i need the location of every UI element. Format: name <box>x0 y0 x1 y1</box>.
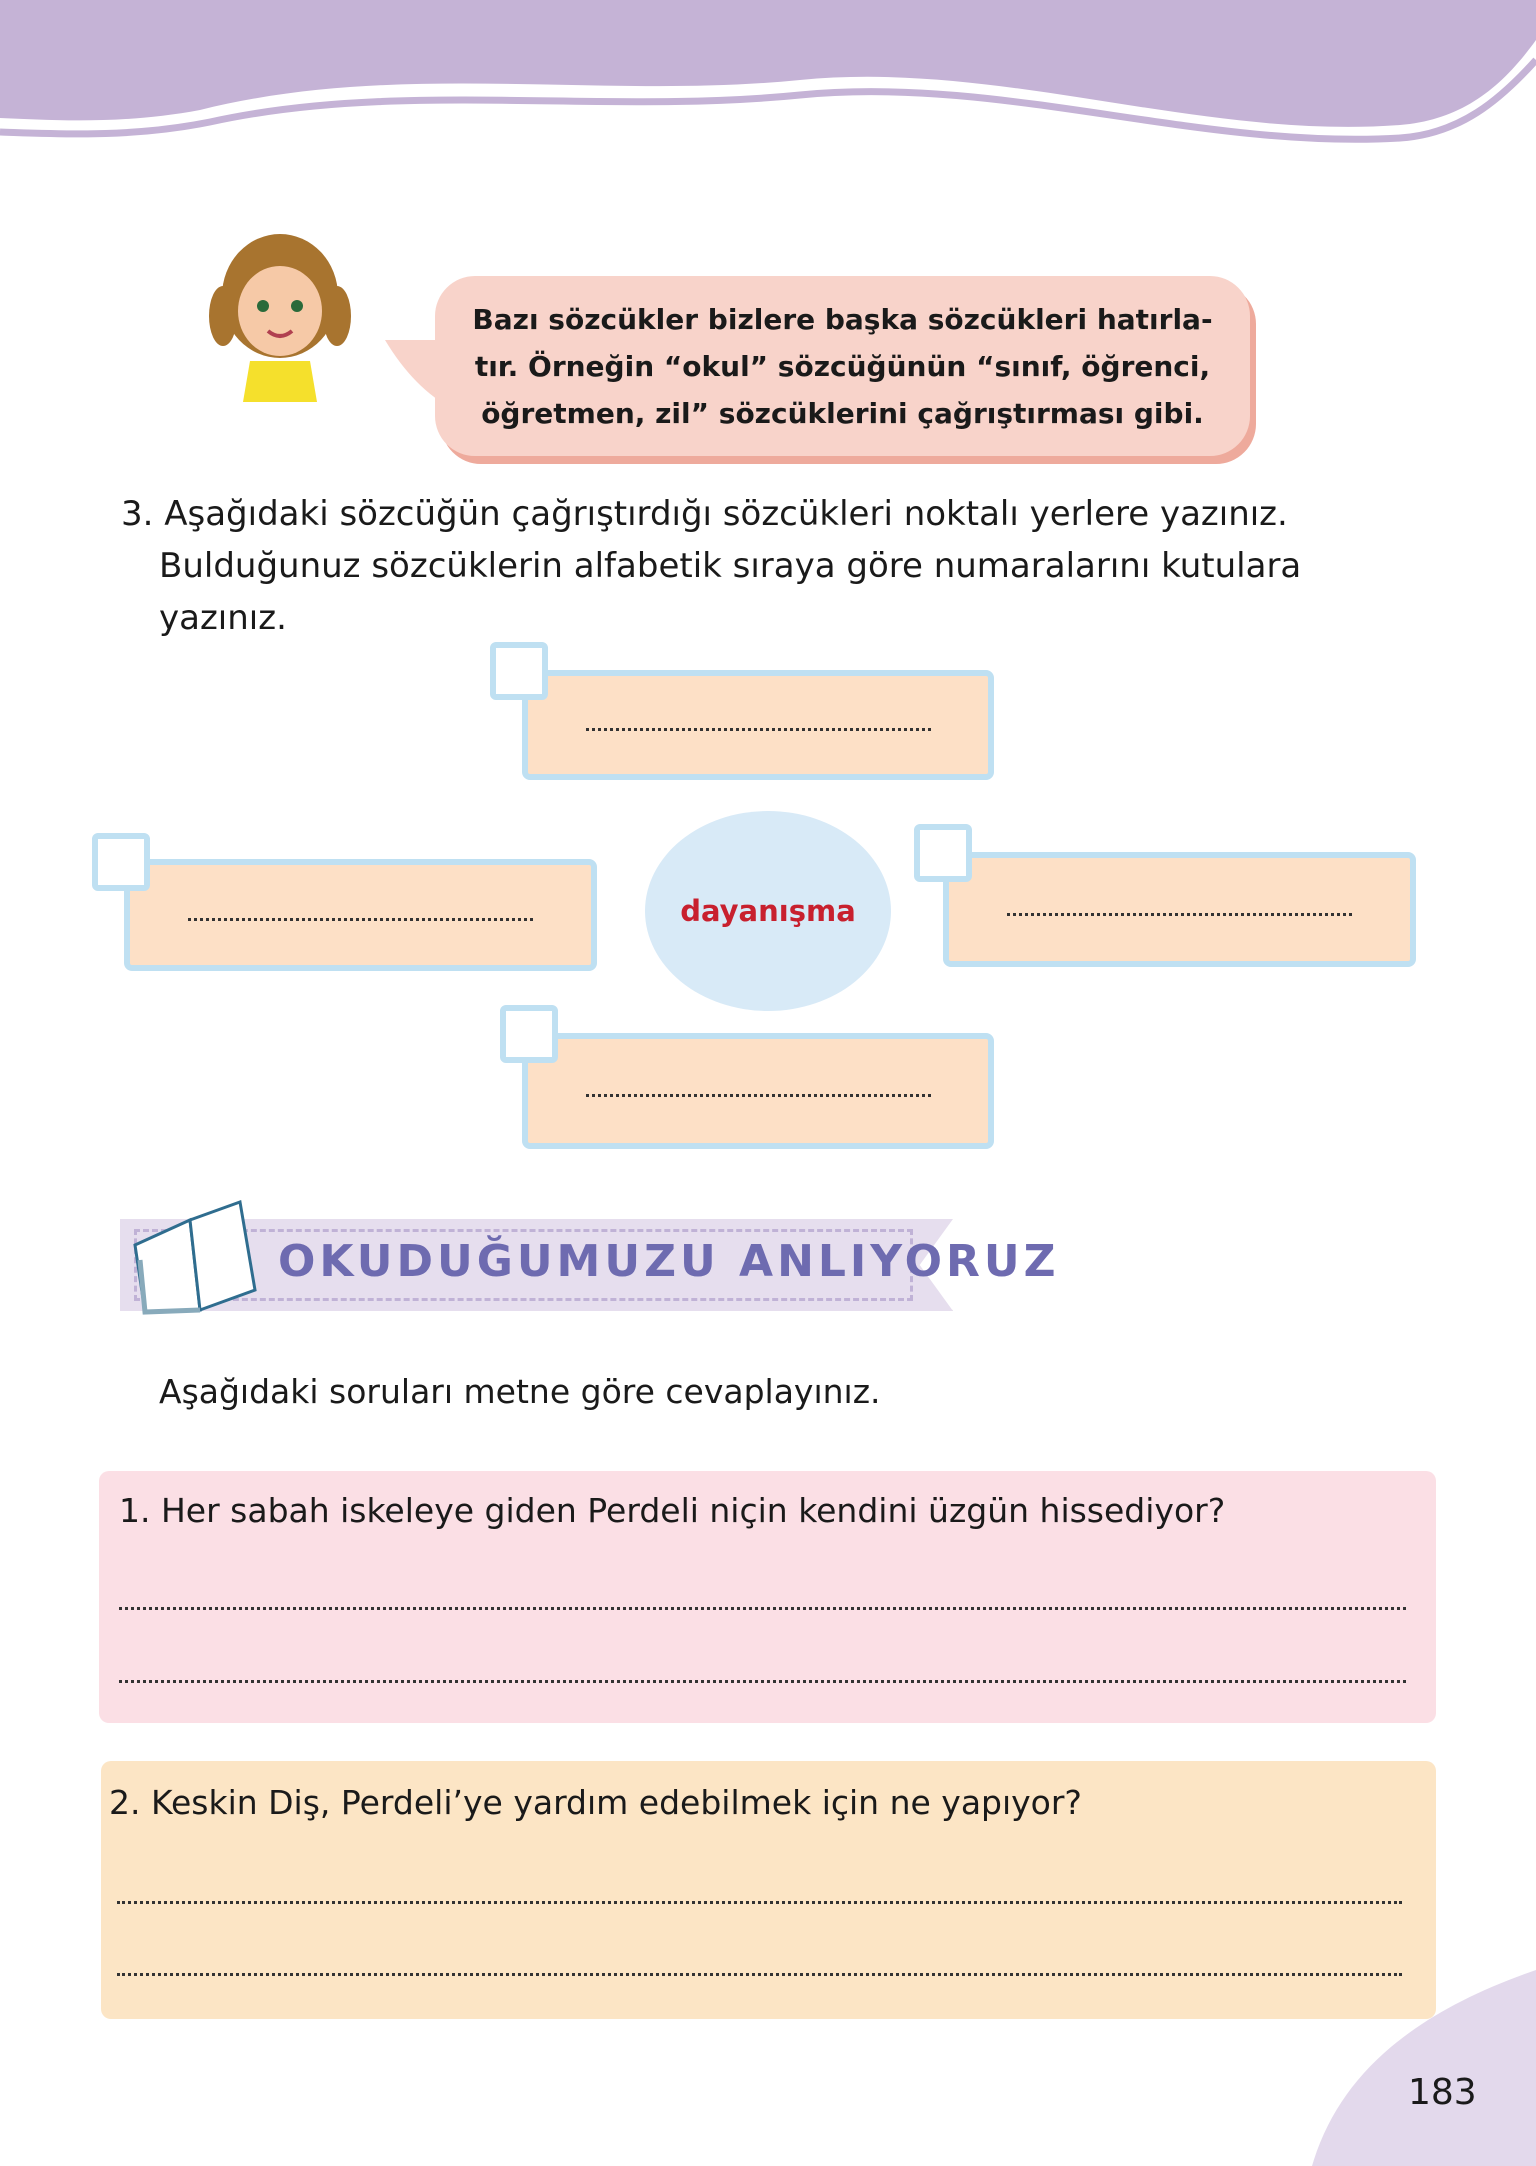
instruction-line: 3. Aşağıdaki sözcüğün çağrıştırdığı sözcükleri noktalı yerlere yazınız. <box>121 494 1288 534</box>
center-word-text: dayanışma <box>680 894 856 928</box>
speech-bubble <box>435 276 1250 456</box>
dotted-line <box>188 909 534 921</box>
answer-line[interactable] <box>117 1901 1402 1904</box>
corner-decoration <box>1300 1970 1536 2166</box>
answer-line[interactable] <box>119 1607 1406 1610</box>
bubble-line: tır. Örneğin “okul” sözcüğünün “sınıf, öğrenci, <box>474 350 1211 383</box>
answer-box-right[interactable] <box>943 852 1416 967</box>
instruction-line: yazınız. <box>159 598 287 638</box>
dotted-line <box>586 719 931 731</box>
section-instruction: Aşağıdaki soruları metne göre cevaplayınız. <box>159 1372 881 1411</box>
center-word <box>645 811 891 1011</box>
number-box-left[interactable] <box>92 833 150 891</box>
answer-box-bottom[interactable] <box>522 1033 994 1149</box>
girl-illustration <box>205 226 355 402</box>
question-text: 1. Her sabah iskeleye giden Perdeli niçin kendini üzgün hissediyor? <box>119 1491 1226 1530</box>
question-card-1 <box>99 1471 1436 1723</box>
open-book-icon <box>130 1200 260 1315</box>
exercise-instructions <box>121 488 1371 644</box>
instruction-line: Bulduğunuz sözcüklerin alfabetik sıraya göre numaralarını kutulara <box>159 546 1302 586</box>
header-wave <box>0 0 1536 160</box>
page-number: 183 <box>1408 2072 1477 2113</box>
bubble-line: öğretmen, zil” sözcüklerini çağrıştırması gibi. <box>481 397 1204 430</box>
answer-box-top[interactable] <box>522 670 994 780</box>
answer-line[interactable] <box>117 1973 1402 1976</box>
question-card-2 <box>101 1761 1436 2019</box>
section-title: OKUDUĞUMUZU ANLIYORUZ <box>278 1236 1060 1287</box>
answer-line[interactable] <box>119 1680 1406 1683</box>
number-box-top[interactable] <box>490 642 548 700</box>
dotted-line <box>1007 904 1353 916</box>
number-box-bottom[interactable] <box>500 1005 558 1063</box>
bubble-line: Bazı sözcükler bizlere başka sözcükleri hatırla- <box>472 303 1213 336</box>
answer-box-left[interactable] <box>124 859 597 971</box>
dotted-line <box>586 1085 931 1097</box>
number-box-right[interactable] <box>914 824 972 882</box>
question-text: 2. Keskin Diş, Perdeli’ye yardım edebilmek için ne yapıyor? <box>109 1783 1082 1822</box>
